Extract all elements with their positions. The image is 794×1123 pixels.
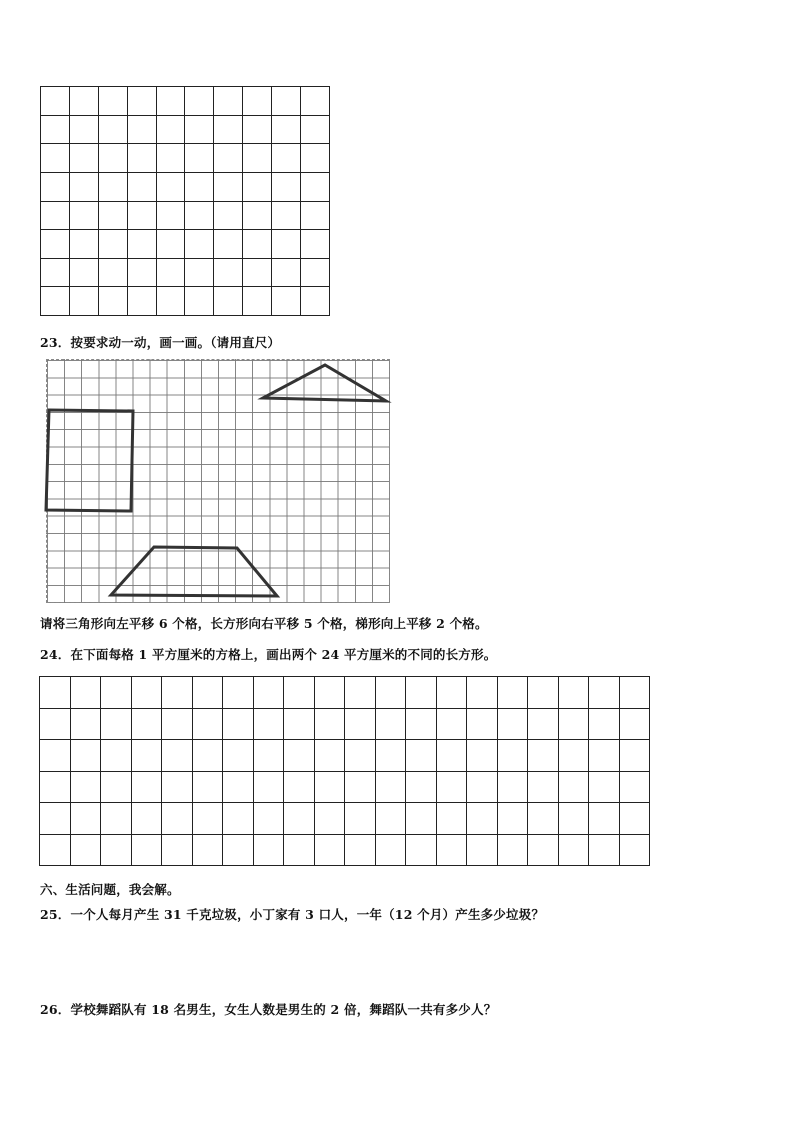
q24-grid-cell <box>162 740 193 772</box>
q24-grid-cell <box>314 803 345 835</box>
q24-grid-cell <box>101 803 132 835</box>
q24-grid-cell <box>558 708 589 740</box>
q24-grid-cell <box>467 708 498 740</box>
section-6-heading: 六、生活问题，我会解。 <box>40 882 180 897</box>
question-23-title: 23．按要求动一动，画一画。（请用直尺） <box>40 335 281 350</box>
q24-grid-cell <box>284 803 315 835</box>
q24-grid-cell <box>528 834 559 866</box>
q24-grid-cell <box>619 677 650 709</box>
q24-grid-cell <box>223 740 254 772</box>
q24-grid-cell <box>497 771 528 803</box>
q24-grid-cell <box>558 771 589 803</box>
q24-grid-cell <box>467 771 498 803</box>
q24-grid-cell <box>497 740 528 772</box>
q24-grid-cell <box>558 740 589 772</box>
q24-grid-cell <box>497 834 528 866</box>
q24-grid-cell <box>589 677 620 709</box>
q24-grid-cell <box>406 834 437 866</box>
q24-grid-cell <box>192 708 223 740</box>
q24-grid-cell <box>467 834 498 866</box>
q24-grid-cell <box>436 803 467 835</box>
q24-grid-cell <box>528 803 559 835</box>
q24-grid-cell <box>436 677 467 709</box>
q24-grid-cell <box>558 677 589 709</box>
q24-grid-row <box>40 677 650 709</box>
q24-grid-cell <box>589 740 620 772</box>
q24-grid-cell <box>70 834 101 866</box>
q24-grid-cell <box>497 708 528 740</box>
q24-grid-cell <box>406 708 437 740</box>
triangle-shape <box>263 365 386 401</box>
q24-grid-cell <box>345 708 376 740</box>
q24-grid-cell <box>162 803 193 835</box>
q24-grid-cell <box>345 740 376 772</box>
q24-grid-cell <box>375 834 406 866</box>
q24-grid-cell <box>131 834 162 866</box>
q24-grid-cell <box>345 834 376 866</box>
q24-grid-cell <box>101 677 132 709</box>
q24-grid-cell <box>192 834 223 866</box>
question-23-instruction: 请将三角形向左平移 6 个格，长方形向右平移 5 个格，梯形向上平移 2 个格。 <box>40 616 488 631</box>
q24-grid-cell <box>528 708 559 740</box>
q24-grid-cell <box>558 803 589 835</box>
question-26-title: 26．学校舞蹈队有 18 名男生，女生人数是男生的 2 倍，舞蹈队一共有多少人？ <box>40 1002 497 1017</box>
q24-grid-cell <box>436 708 467 740</box>
q24-grid-cell <box>345 677 376 709</box>
q24-grid-cell <box>619 771 650 803</box>
q24-grid-cell <box>192 677 223 709</box>
q24-grid-cell <box>528 771 559 803</box>
q24-grid-cell <box>101 740 132 772</box>
q24-grid-cell <box>619 834 650 866</box>
q24-grid-cell <box>528 740 559 772</box>
q24-grid-cell <box>436 771 467 803</box>
q24-grid-cell <box>253 771 284 803</box>
q24-grid-cell <box>253 834 284 866</box>
q24-grid-cell <box>497 677 528 709</box>
q24-grid-cell <box>162 771 193 803</box>
q24-grid-cell <box>101 834 132 866</box>
q24-answer-grid <box>39 676 650 866</box>
q24-grid-cell <box>375 708 406 740</box>
q24-grid-row <box>40 771 650 803</box>
q24-grid-cell <box>223 708 254 740</box>
q24-grid-cell <box>406 803 437 835</box>
q24-grid-cell <box>528 677 559 709</box>
q24-grid-cell <box>253 803 284 835</box>
question-24-title: 24．在下面每格 1 平方厘米的方格上，画出两个 24 平方厘米的不同的长方形。 <box>40 647 497 662</box>
q24-grid-cell <box>589 803 620 835</box>
q24-grid-cell <box>345 803 376 835</box>
q24-grid-cell <box>131 803 162 835</box>
q24-grid-cell <box>467 803 498 835</box>
q24-grid-cell <box>70 803 101 835</box>
q24-grid-cell <box>162 834 193 866</box>
q24-grid-cell <box>253 740 284 772</box>
q24-grid-cell <box>467 677 498 709</box>
q24-grid-cell <box>589 708 620 740</box>
q24-grid-cell <box>223 834 254 866</box>
q24-grid-cell <box>40 677 71 709</box>
q24-grid-cell <box>70 771 101 803</box>
q24-grid-cell <box>162 708 193 740</box>
q24-grid-cell <box>314 834 345 866</box>
q24-grid-cell <box>131 771 162 803</box>
q24-grid-cell <box>375 740 406 772</box>
q24-grid-cell <box>40 740 71 772</box>
q24-grid-cell <box>467 740 498 772</box>
q24-grid-cell <box>70 708 101 740</box>
q24-grid-cell <box>284 740 315 772</box>
q24-grid-row <box>40 834 650 866</box>
q24-grid-row <box>40 740 650 772</box>
trapezoid-shape <box>111 547 277 596</box>
q24-grid-cell <box>406 677 437 709</box>
q24-grid-cell <box>284 677 315 709</box>
q24-grid-cell <box>619 803 650 835</box>
q24-grid-cell <box>314 708 345 740</box>
q24-grid-cell <box>589 834 620 866</box>
q24-grid-cell <box>619 740 650 772</box>
q24-grid-cell <box>70 677 101 709</box>
q24-grid-cell <box>284 708 315 740</box>
q24-grid-cell <box>345 771 376 803</box>
q24-grid-cell <box>101 771 132 803</box>
q24-grid-cell <box>40 803 71 835</box>
q24-grid-cell <box>70 740 101 772</box>
q24-grid-cell <box>223 677 254 709</box>
q24-grid-cell <box>131 740 162 772</box>
q24-grid-cell <box>436 834 467 866</box>
q24-grid-cell <box>406 740 437 772</box>
q24-grid-cell <box>558 834 589 866</box>
q24-grid-cell <box>192 740 223 772</box>
q24-grid-cell <box>314 771 345 803</box>
q24-grid-cell <box>314 677 345 709</box>
q24-grid-cell <box>375 677 406 709</box>
q24-grid-cell <box>589 771 620 803</box>
q24-grid-cell <box>192 803 223 835</box>
q24-grid-cell <box>192 771 223 803</box>
q24-grid-cell <box>253 708 284 740</box>
q24-grid-cell <box>131 708 162 740</box>
q24-grid-cell <box>497 803 528 835</box>
q24-grid-cell <box>162 677 193 709</box>
q24-grid-row <box>40 708 650 740</box>
question-25-title: 25．一个人每月产生 31 千克垃圾，小丁家有 3 口人，一年（12 个月）产生多少垃圾？ <box>40 907 545 922</box>
q24-grid-cell <box>375 771 406 803</box>
q24-grid-cell <box>253 677 284 709</box>
q24-grid-cell <box>40 708 71 740</box>
q24-grid-cell <box>406 771 437 803</box>
q24-grid-cell <box>436 740 467 772</box>
q24-grid-cell <box>223 771 254 803</box>
q24-grid-cell <box>314 740 345 772</box>
q24-grid-row <box>40 803 650 835</box>
q24-grid-cell <box>284 771 315 803</box>
q24-grid-cell <box>40 834 71 866</box>
q24-grid-cell <box>619 708 650 740</box>
q24-grid-cell <box>375 803 406 835</box>
q24-grid-cell <box>223 803 254 835</box>
rectangle-shape <box>46 410 133 511</box>
q24-grid-cell <box>101 708 132 740</box>
q24-grid-cell <box>131 677 162 709</box>
q24-grid-cell <box>284 834 315 866</box>
q24-grid-cell <box>40 771 71 803</box>
